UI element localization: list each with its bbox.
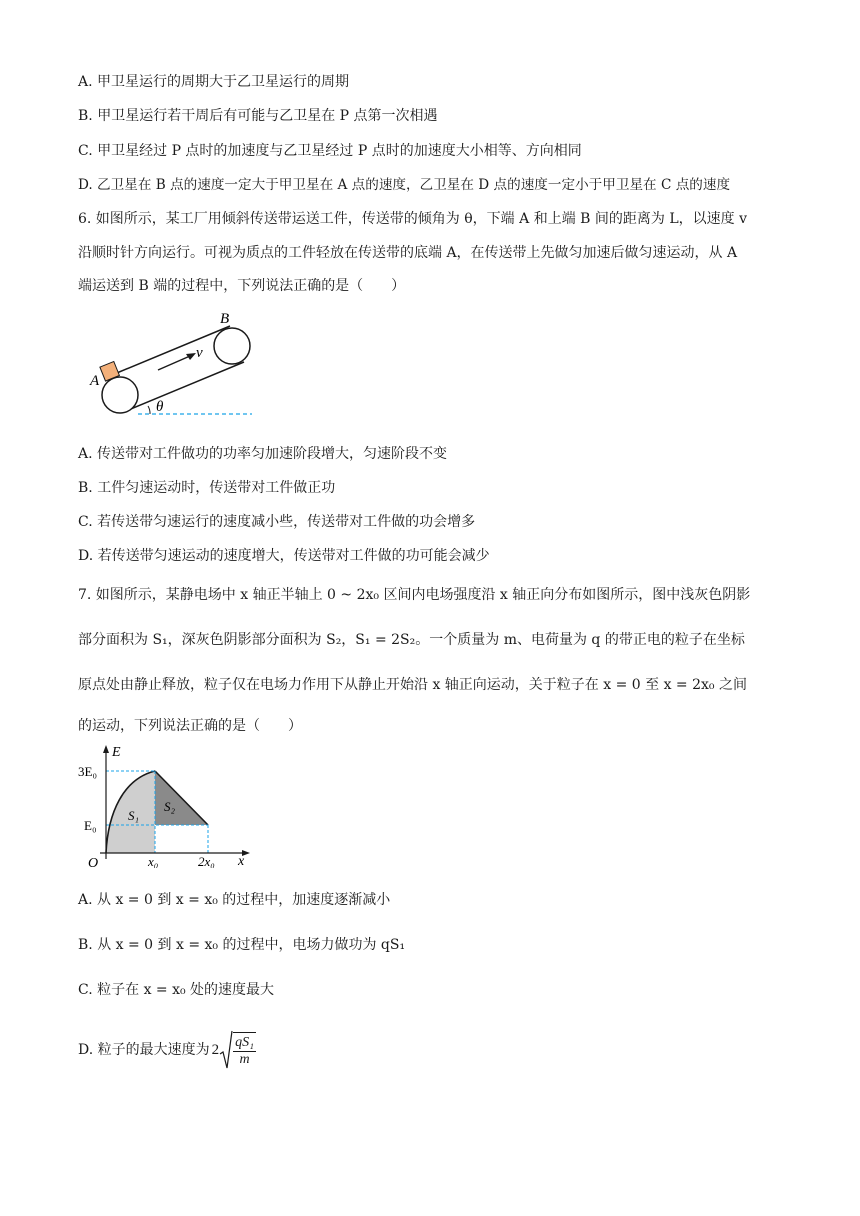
- tick-e0: E₀: [84, 818, 97, 833]
- label-s1: S₁: [128, 808, 140, 823]
- conveyor-belt-figure: [80, 305, 270, 425]
- pulley-top: [214, 328, 250, 364]
- q6-option-d: D. 若传送带匀速运动的速度增大，传送带对工件做的功可能会减少: [78, 548, 490, 564]
- axis-label-e: E: [112, 745, 121, 760]
- angle-arc: [148, 406, 150, 414]
- q7-stem-line3: 原点处由静止释放，粒子仅在电场力作用下从静止开始沿 x 轴正向运动，关于粒子在 x = 0 至 x = 2x₀ 之间: [78, 677, 747, 693]
- q6-stem-line3: 端运送到 B 端的过程中，下列说法正确的是（ ）: [78, 278, 406, 294]
- q7-option-b: B. 从 x = 0 到 x = x₀ 的过程中，电场力做功为 qS₁: [78, 937, 406, 953]
- q6-option-a: A. 传送带对工件做功的功率匀加速阶段增大，匀速阶段不变: [78, 446, 448, 462]
- q7-stem-line4: 的运动，下列说法正确的是（ ）: [78, 718, 302, 734]
- belt-bottom-line: [126, 362, 244, 411]
- label-b: B: [220, 311, 230, 327]
- q7-stem-line1: 7. 如图所示，某静电场中 x 轴正半轴上 0 ~ 2x₀ 区间内电场强度沿 x 轴正向分布如图所示，图中浅灰色阴影: [78, 587, 751, 603]
- q7-option-a: A. 从 x = 0 到 x = x₀ 的过程中，加速度逐渐减小: [78, 892, 391, 908]
- fraction: [233, 1032, 256, 1068]
- sqrt-expression: [219, 1030, 256, 1070]
- q6-stem-line1: 6. 如图所示，某工厂用倾斜传送带运送工件，传送带的倾角为 θ，下端 A 和上端 B 间的距离为 L，以速度 v: [78, 211, 747, 227]
- axis-label-x: x: [238, 854, 245, 868]
- q6-option-c: C. 若传送带匀速运行的速度减小些，传送带对工件做的功会增多: [78, 514, 476, 530]
- q7-option-d-prefix: D. 粒子的最大速度为: [78, 1042, 210, 1058]
- q5-option-d: D. 乙卫星在 B 点的速度一定大于甲卫星在 A 点的速度，乙卫星在 D 点的速度一定小于甲卫星在 C 点的速度: [78, 177, 731, 193]
- q6-stem-line2: 沿顺时针方向运行。可视为质点的工件轻放在传送带的底端 A，在传送带上先做匀加速后做匀速运动，从 A: [78, 245, 738, 261]
- q7-option-c: C. 粒子在 x = x₀ 处的速度最大: [78, 982, 275, 998]
- label-theta: θ: [156, 399, 164, 415]
- q5-option-c: C. 甲卫星经过 P 点时的加速度与乙卫星经过 P 点时的加速度大小相等、方向相同: [78, 143, 582, 159]
- tick-3e0: 3E₀: [78, 764, 97, 779]
- origin-label: O: [88, 856, 99, 868]
- q6-option-b: B. 工件匀速运动时，传送带对工件做正功: [78, 480, 336, 496]
- tick-2x0: 2x₀: [198, 854, 215, 868]
- q7-option-d-coef: 2: [211, 1042, 220, 1058]
- q5-option-b: B. 甲卫星运行若干周后有可能与乙卫星在 P 点第一次相遇: [78, 108, 438, 124]
- tick-x0: x₀: [148, 854, 159, 868]
- q5-option-a: A. 甲卫星运行的周期大于乙卫星运行的周期: [78, 74, 350, 90]
- belt-top-line: [112, 326, 230, 375]
- radical-sign: [219, 1030, 233, 1070]
- label-s2: S₂: [164, 799, 176, 814]
- y-axis-arrow: [103, 745, 109, 753]
- fraction-denominator: m: [239, 1052, 250, 1067]
- q7-option-d: [78, 1030, 256, 1070]
- label-v: v: [196, 345, 203, 361]
- electric-field-graph: [78, 743, 258, 868]
- label-a: A: [90, 373, 100, 389]
- pulley-bottom: [102, 377, 138, 413]
- q7-stem-line2: 部分面积为 S₁，深灰色阴影部分面积为 S₂，S₁ = 2S₂。一个质量为 m、电荷量为 q 的带正电的粒子在坐标: [78, 632, 745, 648]
- velocity-arrow: [158, 356, 190, 370]
- fraction-numerator: qS₁: [235, 1035, 255, 1050]
